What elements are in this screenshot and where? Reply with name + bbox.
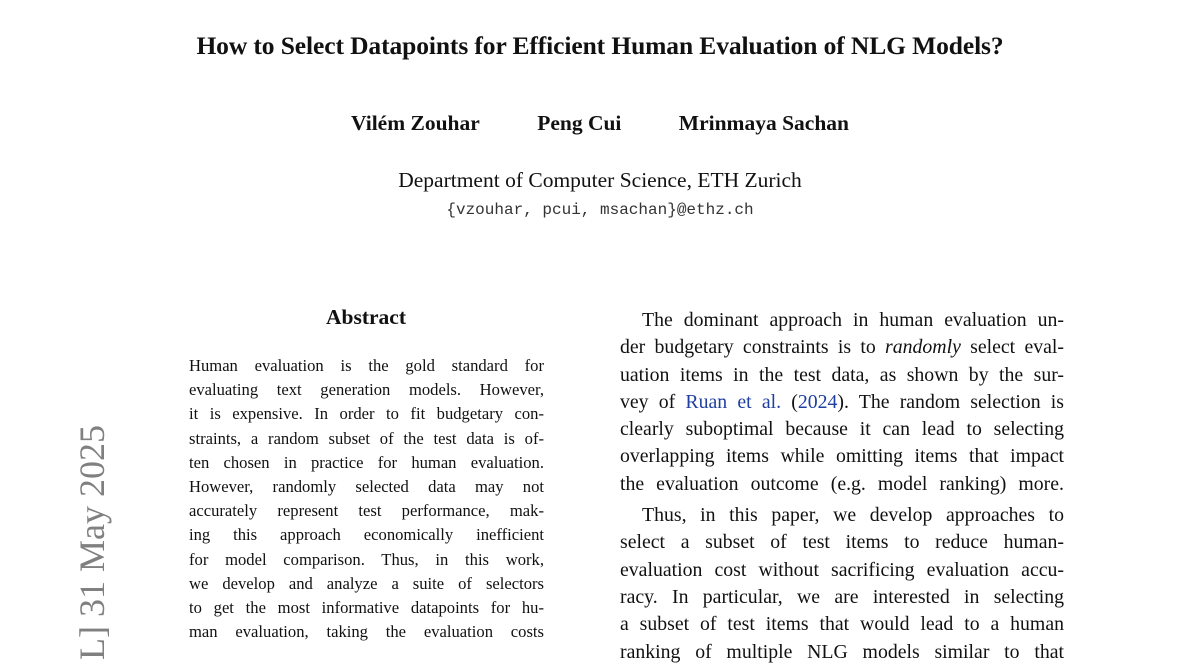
author-emails: {vzouhar, pcui, msachan}@ethz.ch: [446, 201, 754, 219]
emphasis-text: randomly: [885, 336, 961, 359]
intro-line: uation items in the test data, as shown by the sur-: [620, 363, 1064, 386]
intro-text: vey of: [620, 390, 686, 413]
abstract-line: ten chosen in practice for human evaluation.: [189, 452, 544, 472]
intro-line: the evaluation outcome (e.g. model ranking) more.: [620, 472, 1064, 495]
affiliation: Department of Computer Science, ETH Zurich: [398, 168, 802, 192]
intro-line: evaluation cost without sacrificing evaluation accu-: [620, 558, 1064, 581]
abstract-line: Human evaluation is the gold standard for: [189, 356, 544, 375]
abstract-line: However, randomly selected data may not: [189, 476, 544, 496]
intro-line: clearly suboptimal because it can lead to selecting: [620, 418, 1064, 441]
intro-line: overlapping items while omitting items that impact: [620, 445, 1064, 468]
author-name: Vilém Zouhar: [351, 111, 480, 135]
abstract-line: man evaluation, taking the evaluation costs: [189, 622, 544, 642]
abstract-line: to get the most informative datapoints for hu-: [189, 597, 544, 617]
author-list: [0, 111, 1200, 136]
intro-line: ranking of multiple NLG models similar to that: [620, 640, 1064, 663]
intro-line: [620, 334, 1064, 361]
intro-text: select eval-: [960, 336, 1064, 359]
abstract-line: it is expensive. In order to fit budgetary con-: [189, 404, 544, 424]
intro-text: (: [781, 390, 798, 413]
abstract-line: ing this approach economically inefficient: [189, 525, 544, 545]
intro-line: Thus, in this paper, we develop approaches to: [642, 504, 1064, 527]
intro-line: [620, 389, 1064, 416]
abstract-line: evaluating text generation models. However,: [189, 380, 544, 400]
paper-title: How to Select Datapoints for Efficient Human Evaluation of NLG Models?: [196, 31, 1004, 60]
author-name: Mrinmaya Sachan: [678, 111, 849, 135]
intro-line: racy. In particular, we are interested in selecting: [620, 585, 1064, 608]
abstract-line: straints, a random subset of the test data is of-: [189, 428, 544, 448]
citation-year-link[interactable]: 2024: [797, 390, 838, 413]
intro-line: a subset of test items that would lead to a human: [620, 613, 1064, 636]
abstract-line: accurately represent test performance, mak-: [189, 501, 544, 521]
arxiv-stamp: L] 31 May 2025: [72, 425, 112, 660]
intro-text: der budgetary constraints is to: [620, 336, 886, 359]
author-name: Peng Cui: [537, 111, 622, 135]
abstract-body: [189, 354, 544, 644]
abstract-line: for model comparison. Thus, in this work,: [189, 549, 544, 569]
intro-column: [620, 307, 1064, 666]
intro-text: ). The random selection is: [837, 390, 1064, 413]
citation-link[interactable]: Ruan et al.: [685, 390, 782, 413]
intro-line: select a subset of test items to reduce human-: [620, 531, 1064, 554]
abstract-heading: Abstract: [325, 305, 406, 329]
intro-line: The dominant approach in human evaluation un-: [642, 309, 1064, 331]
abstract-line: we develop and analyze a suite of selectors: [189, 573, 544, 593]
